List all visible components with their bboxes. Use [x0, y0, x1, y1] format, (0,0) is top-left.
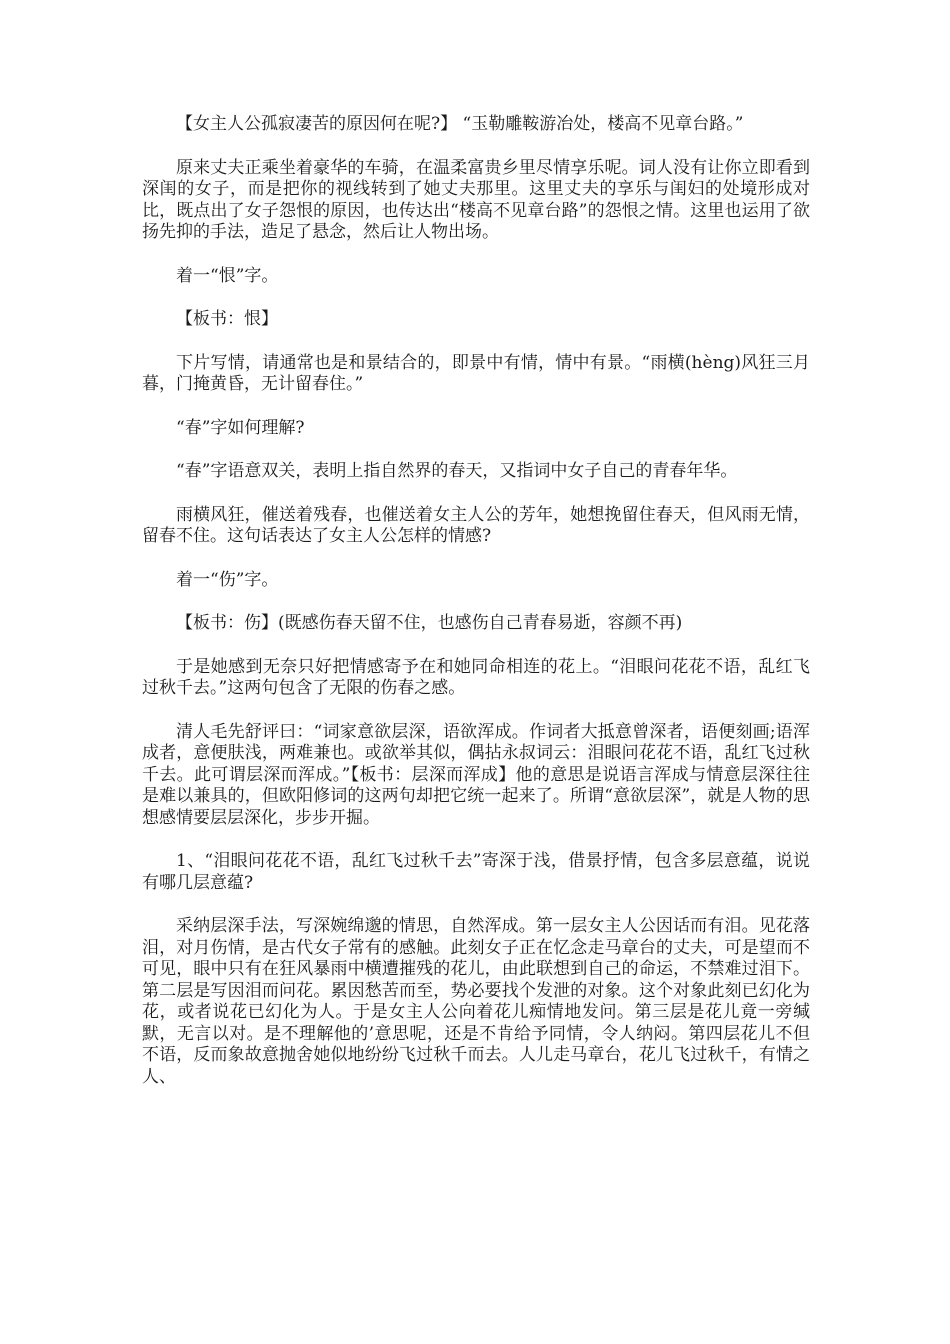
paragraph-question-one: 1、“泪眼问花花不语，乱红飞过秋千去”寄深于浅，借景抒情，包含多层意蕴，说说有哪几层意蕴? — [142, 851, 810, 893]
paragraph-flower-lines: 于是她感到无奈只好把情感寄予在和她同命相连的花上。“泪眼问花花不语，乱红飞过秋千去。”这两句包含了无限的伤春之感。 — [142, 656, 810, 698]
paragraph-spring-question: “春”字如何理解? — [176, 417, 305, 438]
paragraph-mao-comment: 清人毛先舒评曰：“词家意欲层深，语欲浑成。作词者大抵意曾深者，语便刻画;语浑成者，意便肤浅，两难兼也。或欲举其似，偶拈永叔词云：泪眼问花花不语，乱红飞过秋千去。此可谓层深而浑成。”【板书：层深而浑成】他的意思是说语言浑成与情意层深往往是难以兼具的，但欧阳修词的这两句却把它统一起来了。所谓“意欲层深”，就是人物的思想感情要层层深化，步步开掘。 — [142, 721, 810, 828]
paragraph-board-shang: 【板书：伤】(既感伤春天留不住，也感伤自己青春易逝，容颜不再) — [176, 613, 683, 633]
paragraph-second-half: 下片写情，请通常也是和景结合的，即景中有情，情中有景。“雨横(hèng)风狂三月暮，门掩黄昏，无计留春住。” — [142, 352, 810, 394]
paragraph-spring-meaning: “春”字语意双关，表明上指自然界的春天，又指词中女子自己的青春年华。 — [176, 461, 738, 481]
document-page — [142, 114, 810, 1088]
paragraph-wind-rain: 雨横风狂，催送着残春，也催送着女主人公的芳年，她想挽留住春天，但风雨无情，留春不住。这句话表达了女主人公怎样的情感? — [142, 504, 810, 546]
paragraph-board-hen: 【板书：恨】 — [176, 309, 278, 329]
paragraph-husband-contrast: 原来丈夫正乘坐着豪华的车骑，在温柔富贵乡里尽情享乐呢。词人没有让你立即看到深闺的女子，而是把你的视线转到了她丈夫那里。这里丈夫的享乐与闺妇的处境形成对比，既点出了女子怨恨的原因，也传达出“楼高不见章台路”的怨恨之情。这里也运用了欲扬先抑的手法，造足了悬念，然后让人物出场。 — [142, 157, 810, 242]
paragraph-layers-analysis: 采纳层深手法，写深婉绵邈的情思，自然浑成。第一层女主人公因话而有泪。见花落泪，对月伤情，是古代女子常有的感触。此刻女子正在忆念走马章台的丈夫，可是望而不可见，眼中只有在狂风暴雨中横遭摧残的花儿，由此联想到自己的命运，不禁难过泪下。第二层是写因泪而问花。累因愁苦而至，势必要找个发泄的对象。这个对象此刻已幻化为花，或者说花已幻化为人。于是女主人公向着花儿痴情地发问。第三层是花儿竟一旁缄默，无言以对。是不理解他的’意思呢，还是不肯给予同情，令人纳闷。第四层花儿不但不语，反而象故意抛舍她似地纷纷飞过秋千而去。人儿走马章台，花儿飞过秋千，有情之人、 — [142, 916, 810, 1087]
paragraph-reason-question: 【女主人公孤寂凄苦的原因何在呢?】 “玉勒雕鞍游冶处，楼高不见章台路。” — [176, 114, 744, 134]
paragraph-hen-char: 着一“恨”字。 — [176, 265, 279, 286]
paragraph-shang-char: 着一“伤”字。 — [176, 569, 279, 590]
